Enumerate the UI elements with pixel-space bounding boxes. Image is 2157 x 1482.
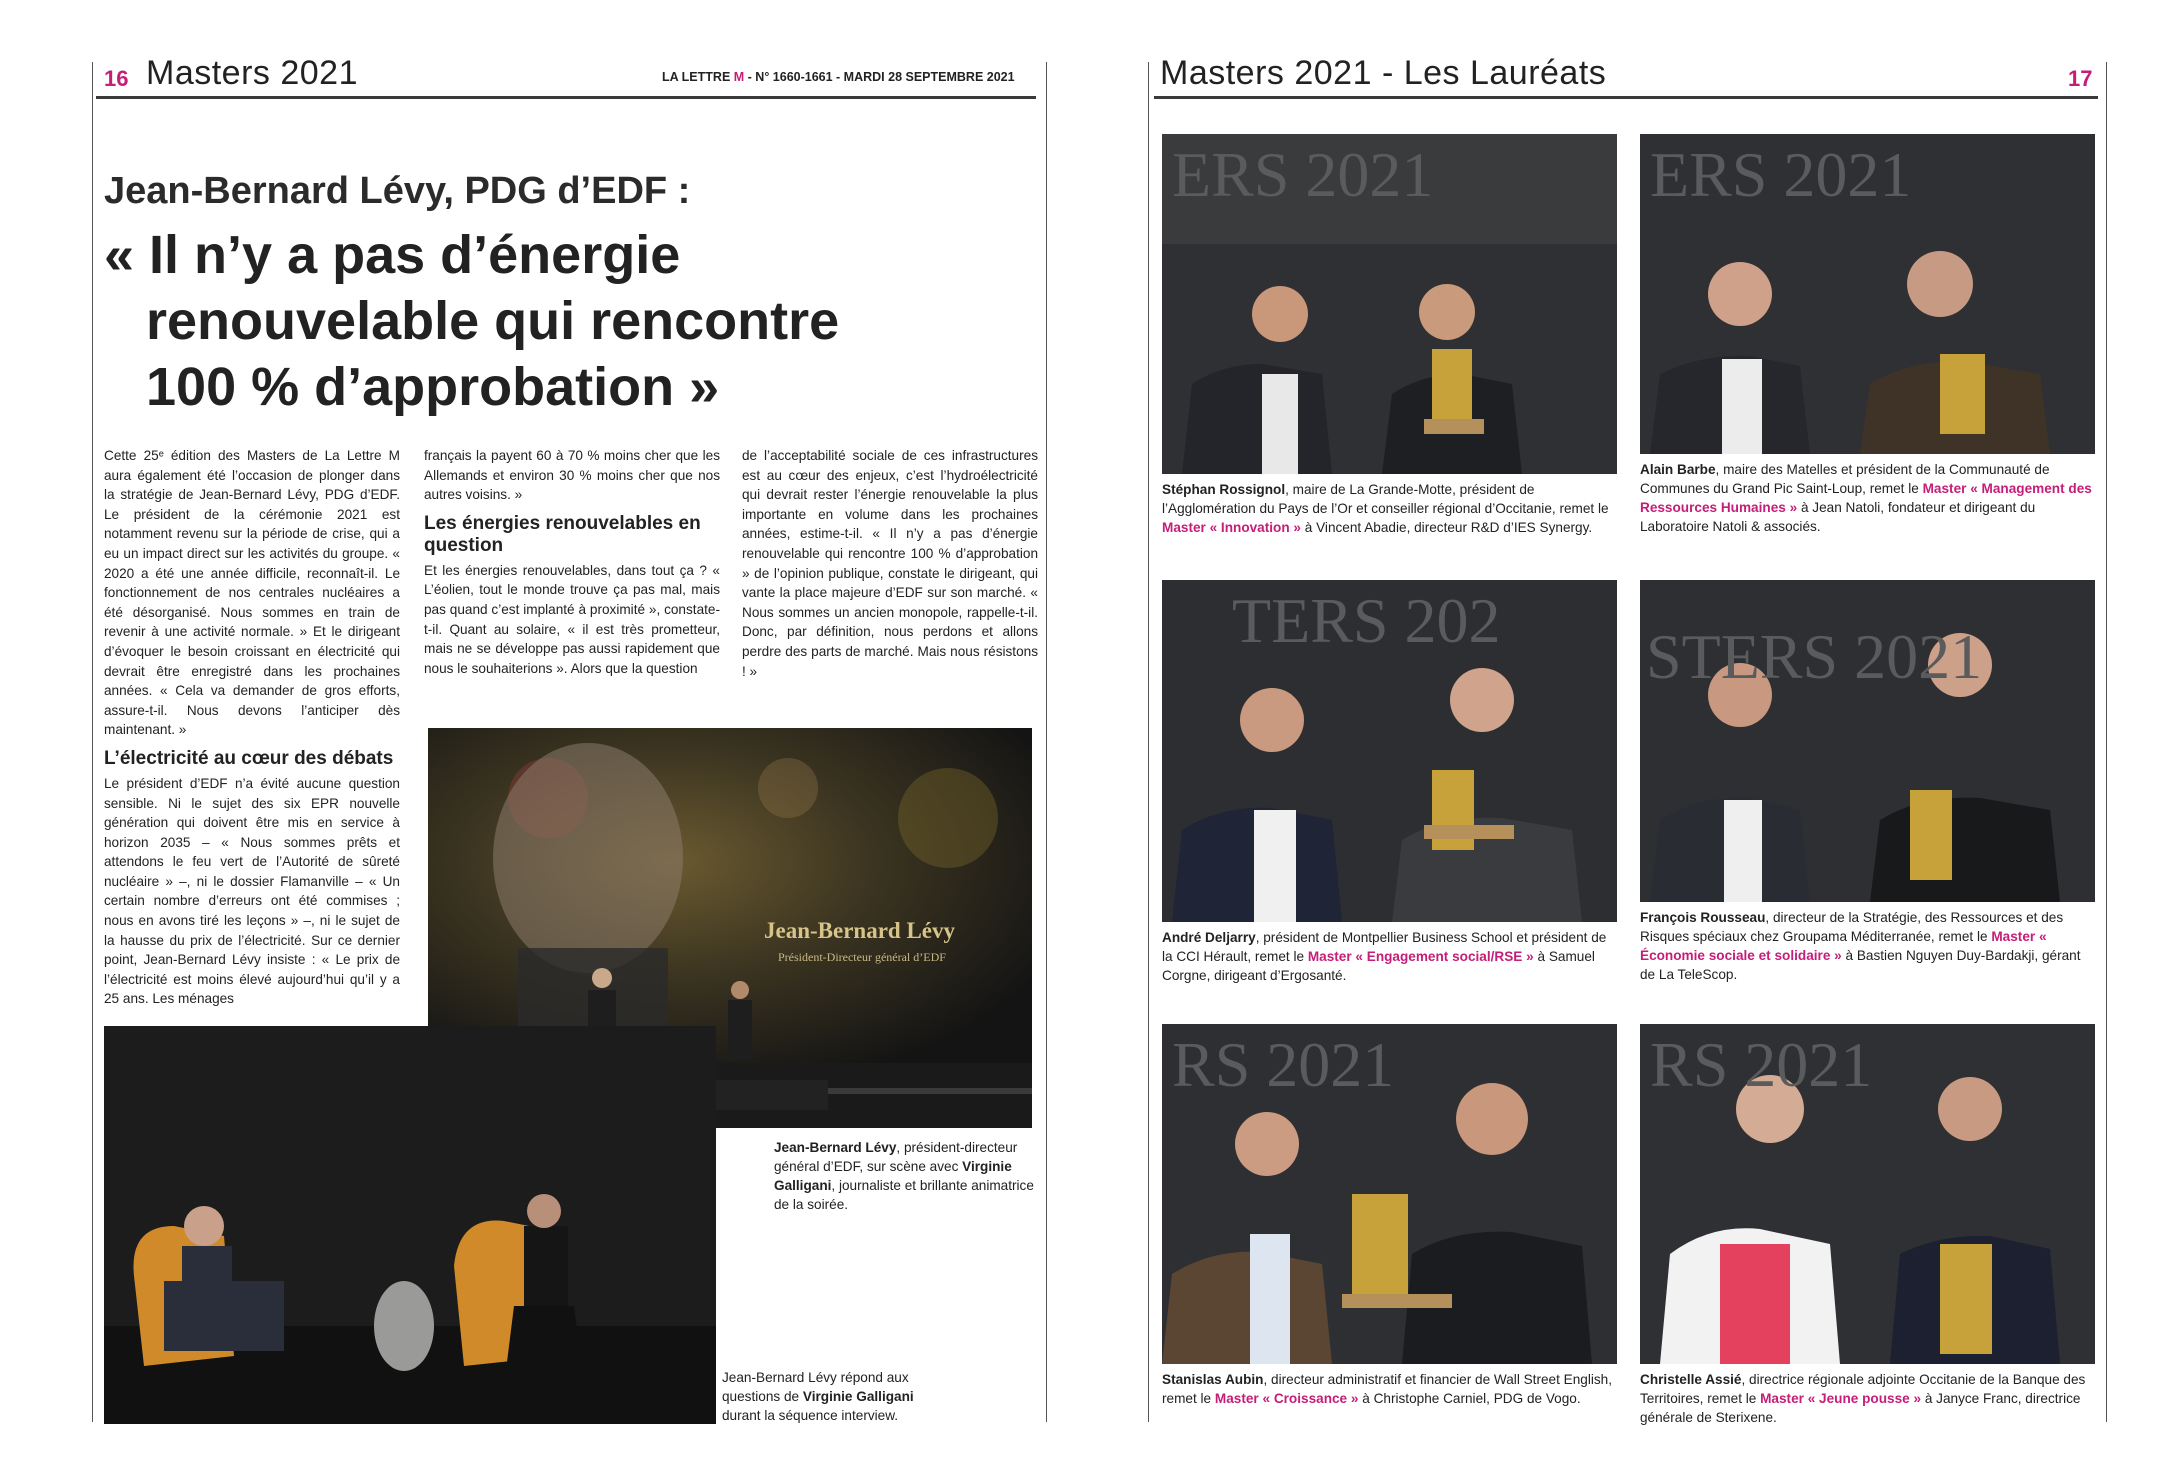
- article-column-2: [424, 446, 720, 678]
- laureate-photo-3: [1162, 580, 1617, 922]
- paragraph-intro: Cette 25ᵉ édition des Masters de La Lettre M aura également été l’occasion de plonger dans la stratégie de Jean-Bernard Lévy, PDG d’EDF. Le président de la cérémonie 2021 est notamment revenu sur la période de crise, qui a eu un impact direct sur les activités du groupe. « 2020 a été une année difficile, reconnaît-il. Le fonctionnement de nos centrales nucléaires a été désorganisé. Nous sommes en train de revenir à une activité normale. » Et le dirigeant d’évoquer le besoin croissant en électricité qui devrait être enregistré dans les prochaines années. « Cela va demander de gros efforts, assure-t-il. Nous devons l’anticiper dès maintenant. »: [104, 448, 400, 738]
- headline-line-1: « Il n’y a pas d’énergie: [104, 225, 681, 285]
- backdrop-text-5: RS 2021: [1172, 1029, 1395, 1100]
- page-number-right: 17: [2068, 66, 2093, 91]
- right-page: [1078, 0, 2157, 1482]
- laureate-caption-4: François Rousseau, directeur de la Stratégie, des Ressources et des Risques spéciaux chez Groupama Méditerranée, remet le Master « Économie sociale et solidaire » à Bastien Nguyen Duy-Bardakji, gérant de La TeleScop.: [1640, 910, 2081, 982]
- laureate-caption-3: André Deljarry, président de Montpellier Business School et président de la CCI Hérault, remet le Master « Engagement social/RSE » à Samuel Corgne, dirigeant d’Ergosanté.: [1162, 930, 1607, 983]
- subhead-electricite: L’électricité au cœur des débats: [104, 747, 394, 769]
- laureate-caption-1: Stéphan Rossignol, maire de La Grande-Motte, président de l’Agglomération du Pays de l’Or et conseiller régional d’Occitanie, remet le Master « Innovation » à Vincent Abadie, directeur R&D d’IES Synergy.: [1162, 482, 1609, 535]
- header-rule-left: [96, 96, 1036, 99]
- backdrop-text-4: STERS 2021: [1646, 621, 1983, 692]
- laureate-caption-5: Stanislas Aubin, directeur administratif et financier de Wall Street English, remet le Master « Croissance » à Christophe Carniel, PDG de Vogo.: [1162, 1372, 1613, 1406]
- masthead-right: Masters 2021 - Les Lauréats: [1160, 54, 1607, 92]
- backdrop-text-3: TERS 202: [1232, 585, 1501, 656]
- article-headline: [104, 222, 839, 420]
- left-page: [0, 0, 1078, 1482]
- photo-interview: [104, 1026, 716, 1424]
- laureate-photo-6: [1640, 1024, 2095, 1364]
- article-column-3: [742, 446, 1038, 681]
- screen-name: Jean-Bernard Lévy: [764, 918, 956, 943]
- header-rule-right: [1154, 96, 2098, 99]
- backdrop-text-2: ERS 2021: [1650, 139, 1912, 210]
- issue-line: LA LETTRE M - N° 1660-1661 - MARDI 28 SEPTEMBRE 2021: [662, 70, 1015, 84]
- left-margin-rule: [92, 62, 93, 1422]
- right-margin-rule: [2106, 62, 2107, 1422]
- paragraph-eolien: Et les énergies renouvelables, dans tout ça ? « L’éolien, tout le monde trouve ça pas mal, mais pas quand c’est implanté à proximité », constate-t-il. Quant au solaire, « il est très prometteur, mais ne se développe pas aussi rapidement que nous le souhaiterions ». Alors que la question: [424, 562, 720, 676]
- article-kicker: Jean-Bernard Lévy, PDG d’EDF :: [104, 170, 691, 212]
- caption-interview: Jean-Bernard Lévy répond aux questions de Virginie Galligani durant la séquence interview.: [722, 1370, 914, 1423]
- laureate-caption-2: Alain Barbe, maire des Matelles et président de la Communauté de Communes du Grand Pic Saint-Loup, remet le Master « Management des Ressources Humaines » à Jean Natoli, fondateur et dirigeant du Laboratoire Natoli & associés.: [1640, 462, 2092, 534]
- page-number-left: 16: [104, 66, 129, 91]
- masthead-left: Masters 2021: [146, 54, 358, 92]
- headline-line-2: renouvelable qui rencontre: [146, 291, 840, 351]
- headline-line-3: 100 % d’approbation »: [146, 357, 720, 417]
- screen-title: Président-Directeur général d’EDF: [778, 950, 946, 964]
- left-inner-rule: [1046, 62, 1047, 1422]
- paragraph-questions: Le président d’EDF n’a évité aucune question sensible. Ni le sujet des six EPR nouvelle génération qui doivent être mis en service à horizon 2035 – « Nous sommes prêts et attendons le feu vert de l’Autorité de sûreté nucléaire » –, ni le dossier Flamanville – « Un certain nombre d’erreurs ont été commises ; nous en avons tiré les leçons » –, ni le sujet de la hausse du prix de l’électricité. Sur ce dernier point, Jean-Bernard Lévy insiste : « Le prix de l’électricité est moins élevé aujourd’hui qu’il y a 25 ans. Les ménages: [104, 775, 400, 1007]
- laureate-photo-2: [1640, 134, 2095, 454]
- paragraph-hydro: de l’acceptabilité sociale de ces infrastructures est au cœur des enjeux, c’est l’hydroélectricité qui devrait rester l’énergie renouvelable la plus importante en volume dans les prochaines années, estime-t-il. « Il n’y a pas d’énergie renouvelable qui rencontre 100 % d’approbation » de l’opinion publique, constate le dirigeant, qui vante la place majeure d’EDF sur son marché. « Nous sommes un ancien monopole, rappelle-t-il. Donc, par définition, nous perdons et allons perdre des parts de marché. Mais nous résistons ! »: [742, 448, 1038, 679]
- right-inner-rule: [1148, 62, 1149, 1422]
- backdrop-text-1: ERS 2021: [1172, 139, 1434, 210]
- subhead-renouvelables: Les énergies renouvelables en question: [424, 512, 701, 556]
- backdrop-text-6: RS 2021: [1650, 1029, 1873, 1100]
- laureate-caption-6: Christelle Assié, directrice régionale adjointe Occitanie de la Banque des Territoires, remet le Master « Jeune pousse » à Janyce Franc, directrice générale de Sterixene.: [1640, 1372, 2086, 1425]
- paragraph-prix: français la payent 60 à 70 % moins cher que les Allemands et environ 30 % moins cher que nos autres voisins. »: [424, 448, 720, 503]
- article-column-1: [104, 446, 400, 1009]
- laureate-photo-1: [1162, 134, 1617, 474]
- laureate-photo-5: [1162, 1024, 1617, 1364]
- caption-stage: Jean-Bernard Lévy, président-directeur général d’EDF, sur scène avec Virginie Galligani, journaliste et brillante animatrice de la soirée.: [774, 1140, 1034, 1212]
- laureate-photo-4: [1640, 580, 2095, 902]
